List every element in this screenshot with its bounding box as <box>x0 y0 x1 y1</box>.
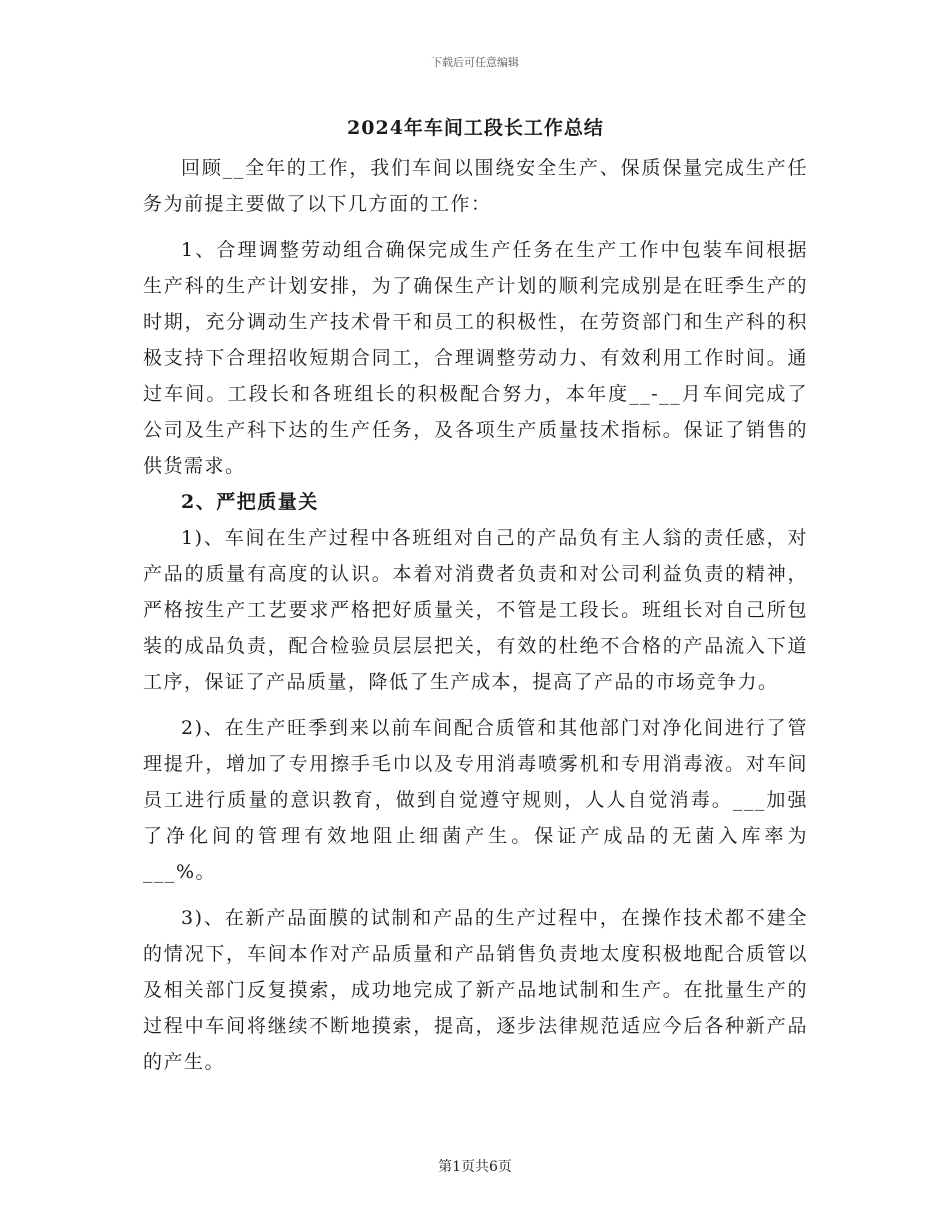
section-1-paragraph: 1、合理调整劳动组合确保完成生产任务在生产工作中包装车间根据生产科的生产计划安排，为了确保生产计划的顺利完成别是在旺季生产的时期，充分调动生产技术骨干和员工的积极性，在劳资部门和生产科的积极支持下合理招收短期合同工，合理调整劳动力、有效利用工作时间。通过车间。工段长和各班组长的积极配合努力，本年度__-__月车间完成了公司及生产科下达的生产任务，及各项生产质量技术指标。保证了销售的供货需求。 <box>143 239 808 477</box>
item-2-paragraph: 2)、在生产旺季到来以前车间配合质管和其他部门对净化间进行了管理提升，增加了专用擦手毛巾以及专用消毒喷雾机和专用消毒液。对车间员工进行质量的意识教育，做到自觉遵守规则，人人自觉消毒。___加强了净化间的管理有效地阻止细菌产生。保证产成品的无菌入库率为___%。 <box>143 717 808 883</box>
intro-paragraph: 回顾__全年的工作，我们车间以围绕安全生产、保质保量完成生产任务为前提主要做了以下几方面的工作： <box>143 157 808 215</box>
item-1-paragraph: 1)、车间在生产过程中各班组对自己的产品负有主人翁的责任感，对产品的质量有高度的认识。本着对消费者负责和对公司利益负责的精神，严格按生产工艺要求严格把好质量关，不管是工段长。班组长对自己所包装的成品负责，配合检验员层层把关，有效的杜绝不合格的产品流入下道工序，保证了产品质量，降低了生产成本，提高了产品的市场竞争力。 <box>143 527 808 693</box>
header-note: 下载后可任意编辑 <box>431 56 519 69</box>
item-3-paragraph: 3)、在新产品面膜的试制和产品的生产过程中，在操作技术都不建全的情况下，车间本作对产品质量和产品销售负责地太度积极地配合质管以及相关部门反复摸索，成功地完成了新产品地试制和生产。在批量生产的过程中车间将继续不断地摸索，提高，逐步法律规范适应今后各种新产品的产生。 <box>143 907 808 1073</box>
page-footer: 第1页共6页 <box>438 1159 512 1175</box>
document-body <box>143 112 808 1080</box>
section-2-heading: 2、严把质量关 <box>181 491 319 513</box>
document-title: 2024年车间工段长工作总结 <box>347 117 604 139</box>
